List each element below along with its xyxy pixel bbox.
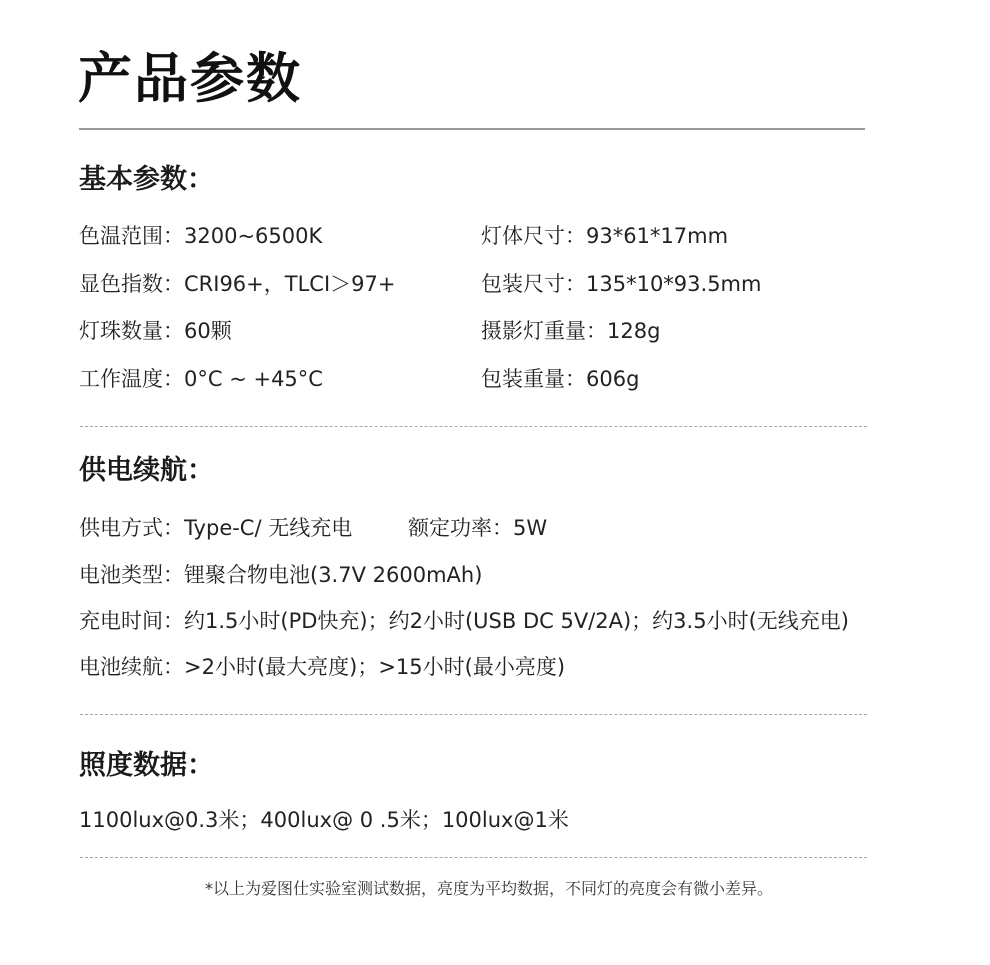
color-rendering-index: 显色指数：CRI96+，TLCI＞97+: [79, 272, 396, 296]
illuminance-heading: 照度数据：: [79, 750, 214, 781]
section-divider: [80, 714, 867, 715]
color-temp-range: 色温范围：3200~6500K: [79, 224, 323, 248]
footnote: *以上为爱图仕实验室测试数据，亮度为平均数据，不同灯的亮度会有微小差异。: [205, 879, 774, 898]
title-divider: [79, 128, 865, 130]
package-weight: 包装重量：606g: [481, 367, 640, 391]
body-size: 灯体尺寸：93*61*17mm: [481, 224, 729, 248]
section-divider: [80, 857, 867, 858]
light-weight: 摄影灯重量：128g: [481, 319, 661, 343]
illuminance-values: 1100lux@0.3米；400lux@ 0 .5米；100lux@1米: [79, 808, 569, 832]
power-supply-method: 供电方式：Type-C/ 无线充电: [79, 516, 353, 540]
battery-type: 电池类型：锂聚合物电池(3.7V 2600mAh): [79, 563, 483, 587]
battery-life: 电池续航：>2小时(最大亮度)；>15小时(最小亮度): [79, 655, 566, 679]
package-size: 包装尺寸：135*10*93.5mm: [481, 272, 762, 296]
charging-time: 充电时间：约1.5小时(PD快充)；约2小时(USB DC 5V/2A)；约3.5小时(无线充电): [79, 609, 849, 633]
basic-params-heading: 基本参数：: [79, 164, 214, 195]
led-count: 灯珠数量：60颗: [79, 319, 232, 343]
working-temperature: 工作温度：0°C ~ +45°C: [79, 367, 323, 391]
section-divider: [80, 426, 867, 427]
power-heading: 供电续航：: [79, 455, 214, 486]
rated-power: 额定功率：5W: [408, 516, 548, 540]
page-title: 产品参数: [78, 47, 302, 110]
